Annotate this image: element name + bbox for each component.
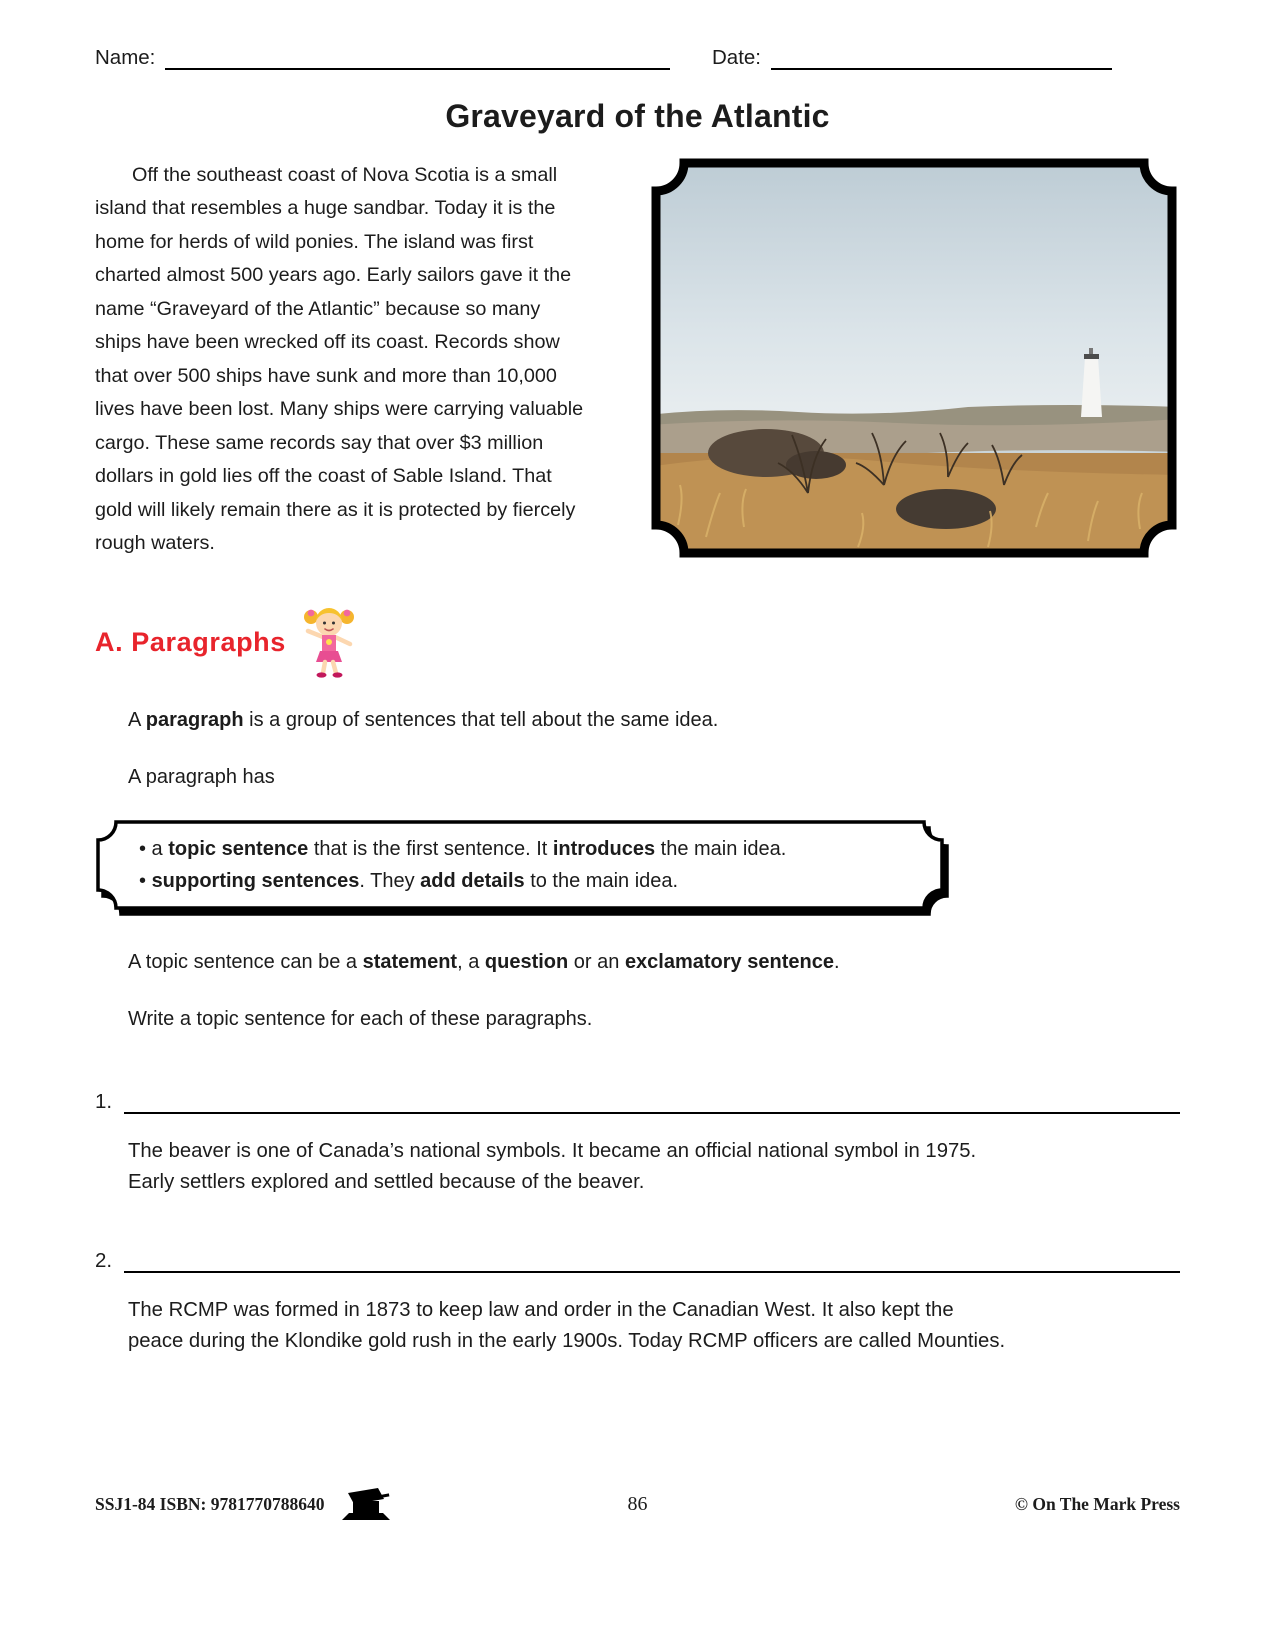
photo-frame <box>648 155 1180 566</box>
bullet-supporting-sentences: • supporting sentences. They add details to the main idea. <box>139 870 679 893</box>
paragraph-rules-box <box>95 819 945 911</box>
question-2-answer-line <box>124 1250 1180 1273</box>
instruction-text: Write a topic sentence for each of these paragraphs. <box>128 1008 593 1030</box>
date-write-line <box>771 46 1112 70</box>
section-a-heading-label: A. Paragraphs <box>95 626 286 657</box>
question-1-answer-line <box>124 1091 1180 1114</box>
question-1-number: 1. <box>95 1090 113 1113</box>
sable-island-lighthouse-photo <box>648 155 1180 561</box>
question-1-row <box>95 1090 1180 1114</box>
name-label: Name: <box>95 46 156 69</box>
section-a-heading <box>95 606 1180 678</box>
callout-box-content <box>95 819 945 898</box>
intro-section <box>95 159 1180 566</box>
page-title: Graveyard of the Atlantic <box>445 98 830 134</box>
intro-paragraph: Off the southeast coast of Nova Scotia is a small island that resembles a huge sandbar. Today it is the home for herds of wild ponies. The island was first charted almost 500 years ago. Early sailors gave it the name “Graveyard of the Atlantic” because so many ships have been wrecked off its coast. Records show that over 500 ships have sunk and more than 10,000 lives have been lost. Many ships were carrying valuable cargo. These same records say that over $3 million dollars in gold lies off the coast of Sable Island. That gold will likely remain there as it is protected by fiercely rough waters. <box>95 164 584 554</box>
isbn-text: SSJ1-84 ISBN: 9781770788640 <box>95 1493 325 1514</box>
date-group <box>712 46 1112 70</box>
printing-press-logo-icon <box>340 1487 392 1521</box>
name-date-header <box>95 46 1180 70</box>
footer-left <box>95 1487 392 1521</box>
question-2-paragraph: The RCMP was formed in 1873 to keep law and order in the Canadian West. It also kept the peace during the Klondike gold rush in the early 1900s. Today RCMP officers are called Mounties. <box>128 1298 1006 1353</box>
date-label: Date: <box>712 46 761 69</box>
page-number: 86 <box>627 1492 648 1515</box>
girl-clipart-icon <box>298 606 360 678</box>
question-1-paragraph: The beaver is one of Canada’s national symbols. It became an official national symbol in 1975. Early settlers explored and settled because of the beaver. <box>128 1140 977 1194</box>
question-2-row <box>95 1249 1180 1273</box>
topic-sentence-types: A topic sentence can be a statement, a question or an exclamatory sentence. <box>128 951 840 973</box>
question-2-number: 2. <box>95 1248 113 1272</box>
footer <box>95 1487 1180 1521</box>
bullet-topic-sentence: • a topic sentence that is the first sentence. It introduces the main idea. <box>139 838 787 860</box>
paragraph-lead-in: A paragraph has <box>128 766 275 788</box>
copyright-text: © On The Mark Press <box>1014 1493 1180 1514</box>
paragraph-definition: A paragraph is a group of sentences that tell about the same idea. <box>128 709 719 731</box>
name-group <box>95 46 670 70</box>
name-write-line <box>165 46 670 70</box>
